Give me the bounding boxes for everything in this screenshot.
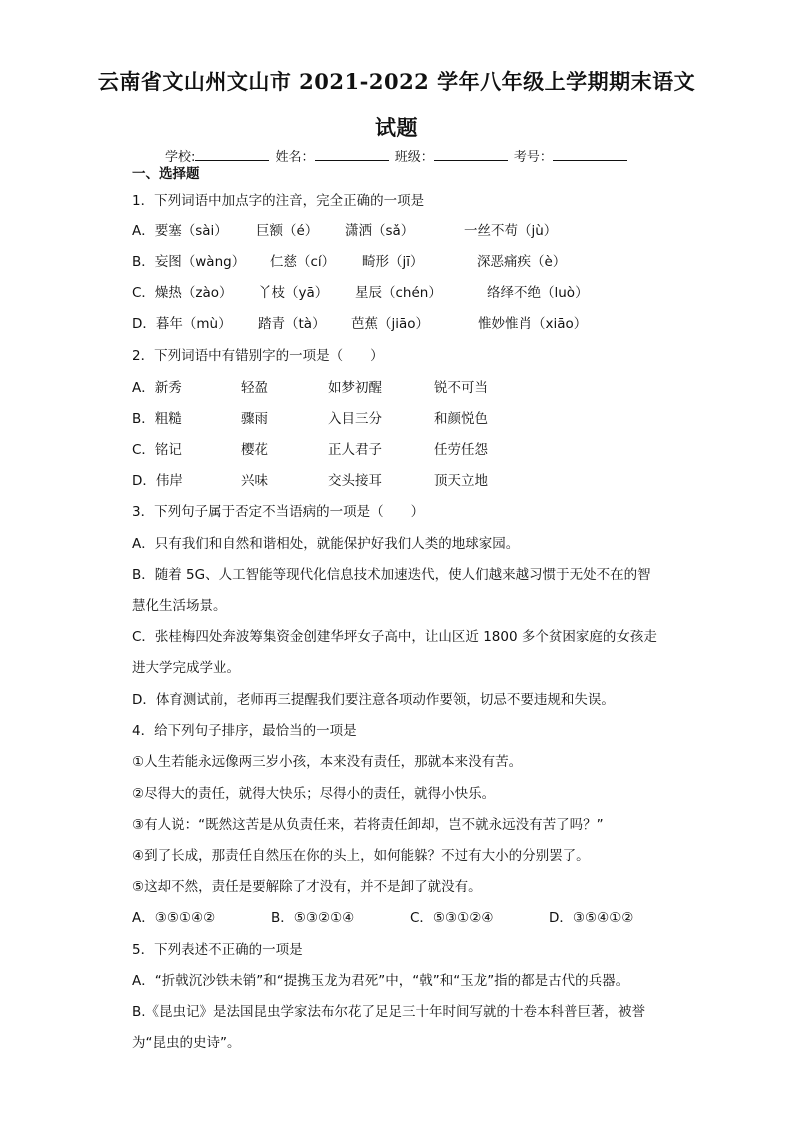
q1-b-1: B．妄图（wàng） [132, 254, 246, 270]
q2-b-4: 和颜悦色 [434, 411, 488, 427]
q4-option-c: C．⑤③①②④ [410, 910, 494, 926]
q4-sentence-4: ④到了长成，那责任自然压在你的头上，如何能躲？不过有大小的分别罢了。 [132, 848, 590, 864]
school-label: 学校: [165, 150, 196, 165]
q2-a-3: 如梦初醒 [328, 380, 382, 396]
q1-d-2: 踏青（tà） [258, 316, 326, 332]
q4-sentence-1: ①人生若能永远像两三岁小孩，本来没有责任，那就本来没有苦。 [132, 754, 523, 770]
q1-a-2: 巨额（é） [256, 223, 319, 239]
exam-no-label: 考号： [513, 150, 553, 165]
q5-stem: 5．下列表述不正确的一项是 [132, 942, 303, 958]
student-info-line [165, 146, 629, 165]
q1-b-4: 深恶痛疾（è） [477, 254, 567, 270]
exam-title-line1: 云南省文山州文山市 2021-2022 学年八年级上学期期末语文 [97, 69, 696, 94]
q2-a-4: 锐不可当 [434, 380, 488, 396]
q1-c-4: 络绎不绝（luò） [487, 285, 589, 301]
q5-option-a: A．“折戟沉沙铁未销”和“提携玉龙为君死”中，“戟”和“玉龙”指的都是古代的兵器。 [132, 973, 630, 989]
q3-option-b-line2: 慧化生活场景。 [132, 598, 227, 614]
q1-c-2: 丫枝（yā） [258, 285, 329, 301]
q5-option-b-line2: 为“昆虫的史诗”。 [132, 1035, 241, 1051]
q1-b-2: 仁慈（cí） [270, 254, 336, 270]
q4-sentence-3: ③有人说：“既然这苦是从负责任来，若将责任卸却，岂不就永远没有苦了吗？” [132, 817, 604, 833]
q2-b-1: B．粗糙 [132, 411, 182, 427]
class-label: 班级： [394, 150, 434, 165]
q3-option-c-line1: C．张桂梅四处奔波筹集资金创建华坪女子高中，让山区近 1800 多个贫困家庭的女孩走 [132, 629, 657, 645]
q4-option-d: D．③⑤④①② [549, 910, 634, 926]
q3-stem: 3．下列句子属于否定不当语病的一项是（ ） [132, 504, 425, 520]
q2-stem: 2．下列词语中有错别字的一项是（ ） [132, 348, 384, 364]
q2-d-3: 交头接耳 [328, 473, 382, 489]
exam-no-blank[interactable] [553, 148, 627, 161]
q1-c-3: 星辰（chén） [355, 285, 442, 301]
q1-stem: 1．下列词语中加点字的注音，完全正确的一项是 [132, 193, 425, 209]
q2-c-1: C．铭记 [132, 442, 182, 458]
q1-d-3: 芭蕉（jiāo） [351, 316, 430, 332]
q2-d-4: 顶天立地 [434, 473, 488, 489]
section-heading: 一、选择题 [132, 166, 200, 182]
exam-title-line2: 试题 [375, 115, 418, 140]
q2-d-2: 兴味 [241, 473, 268, 489]
q3-option-b-line1: B．随着 5G、人工智能等现代化信息技术加速迭代，使人们越来越习惯于无处不在的智 [132, 567, 651, 583]
q2-b-2: 骤雨 [241, 411, 268, 427]
class-blank[interactable] [434, 148, 508, 161]
q2-c-2: 樱花 [241, 442, 268, 458]
q2-c-4: 任劳任怨 [434, 442, 488, 458]
q3-option-c-line2: 进大学完成学业。 [132, 660, 240, 676]
q3-option-a: A．只有我们和自然和谐相处，就能保护好我们人类的地球家园。 [132, 536, 520, 552]
q2-a-2: 轻盈 [241, 380, 268, 396]
q1-a-4: 一丝不苟（jù） [464, 223, 558, 239]
q2-a-1: A．新秀 [132, 380, 182, 396]
q1-d-1: D．暮年（mù） [132, 316, 232, 332]
q1-b-3: 畸形（jī） [362, 254, 424, 270]
q4-option-b: B．⑤③②①④ [271, 910, 355, 926]
name-label: 姓名： [275, 150, 315, 165]
name-blank[interactable] [315, 148, 389, 161]
q4-stem: 4．给下列句子排序，最恰当的一项是 [132, 723, 357, 739]
q4-sentence-2: ②尽得大的责任，就得大快乐；尽得小的责任，就得小快乐。 [132, 786, 496, 802]
q1-a-1: A．要塞（sài） [132, 223, 228, 239]
q1-a-3: 潇洒（sǎ） [345, 223, 415, 239]
q2-b-3: 入目三分 [328, 411, 382, 427]
q3-option-d: D．体育测试前，老师再三提醒我们要注意各项动作要领，切忌不要违规和失误。 [132, 692, 615, 708]
q4-sentence-5: ⑤这却不然，责任是要解除了才没有，并不是卸了就没有。 [132, 879, 482, 895]
q1-c-1: C．燥热（zào） [132, 285, 233, 301]
q2-d-1: D．伟岸 [132, 473, 183, 489]
q4-option-a: A．③⑤①④② [132, 910, 216, 926]
q1-d-4: 惟妙惟肖（xiāo） [478, 316, 588, 332]
q5-option-b-line1: B.《昆虫记》是法国昆虫学家法布尔花了足足三十年时间写就的十卷本科普巨著，被誉 [132, 1004, 646, 1020]
school-blank[interactable] [195, 148, 269, 161]
q2-c-3: 正人君子 [328, 442, 382, 458]
